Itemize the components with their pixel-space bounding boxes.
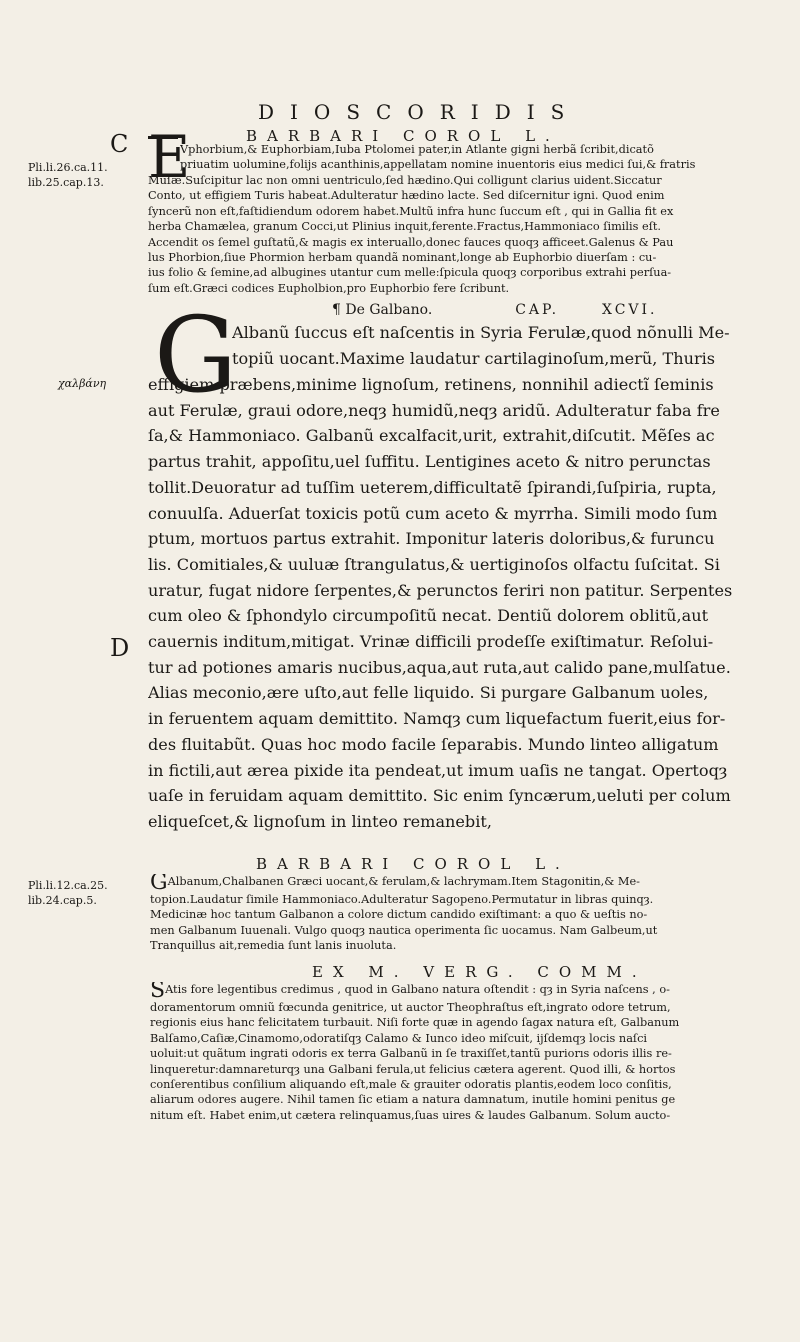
margin-note-pliny-2 <box>28 878 108 908</box>
chapter-heading <box>332 300 788 320</box>
text-line <box>150 874 790 892</box>
text-line: Medicinæ hoc tantum Galbanon a colore dictum candido exiſtimant: a quo & ueſtis no- <box>150 908 648 922</box>
text-line: priuatim uolumine,folijs acanthinis,appellatam nomine inuentoris eius medici ſui,& fratris <box>180 158 696 172</box>
margin-note-line: Pli.li.26.ca.11. <box>28 161 108 174</box>
text-line: ptum, mortuos partus extrahit. Imponitur lateris doloribus,& furuncu <box>148 529 715 549</box>
text-line: tur ad potiones amaris nucibus,aqua,aut ruta,aut calido pane,mulſatue. <box>148 657 731 677</box>
initial-g-small: G <box>150 874 168 892</box>
margin-note-line: Pli.li.12.ca.25. <box>28 879 108 892</box>
margin-note-line: lib.24.cap.5. <box>28 894 97 907</box>
chapter-title: ¶ De Galbano. <box>332 302 433 318</box>
text-line: regionis eius hanc felicitatem turbauit. Niſi forte quæ in agendo ſagax natura eſt, Galbanum <box>150 1016 680 1030</box>
section1-body <box>148 173 788 296</box>
text-line: conuulſa. Aduerſat toxicis potũ cum aceto & myrrha. Simili modo ſum <box>148 503 718 523</box>
text-line: Alias meconio,ære uſto,aut felle liquido. Si purgare Galbanum uoles, <box>148 683 709 703</box>
text-line: des fluitabũt. Quas hoc modo facile ſeparabis. Mundo linteo alligatum <box>148 734 719 754</box>
text-line: lis. Comitiales,& uuluæ ſtrangulatus,& uertiginoſos olfactu ſuſcitat. Si <box>148 554 720 574</box>
text-line: Balſamo,Caſiæ,Cinamomo,odoratiſqȝ Calamo & Iunco ideo miſcuit, ijſdemqȝ locis naſci <box>150 1031 648 1045</box>
text-line: in feruentem aquam demittito. Namqȝ cum liquefactum fuerit,eius for- <box>148 709 726 729</box>
text-line: tollit.Deuoratur ad tuſſim ueterem,difficultatẽ ſpirandi,ſuſpiria, rupta, <box>148 477 717 497</box>
text-line: doramentorum omniũ fœcunda genitrice, ut auctor Theophraſtus eſt,ingrato odore tetrum, <box>150 1001 671 1014</box>
text-line: Albanũ ſuccus eſt naſcentis in Syria Ferulæ,quod nõnulli Me- <box>232 323 730 342</box>
text-line: uoluit:ut quãtum ingrati odoris ex terra Galbanũ in ſe traxiſſet,tantũ puriorıs odoris illis re- <box>150 1047 672 1061</box>
text-line: Conto, ut effigiem Turis habeat.Adulteratur hædino lacte. Sed diſcernitur igni. Quod enim <box>148 189 665 203</box>
margin-note-pliny-1 <box>28 160 108 190</box>
text-line: aut Ferulæ, graui odore,neqȝ humidũ,neqȝ aridũ. Adulteratur faba fre <box>148 400 720 420</box>
text-line-content: Albanum,Chalbanen Græci uocant,& ferulam,& lachrymam.Item Stagonitin,& Me- <box>167 875 640 888</box>
text-line: ius folio & ſemine,ad albugines utantur cum melle:ſpicula quoqȝ corporibus extrahi perſua- <box>148 266 672 280</box>
section-header: BARBARI COROL L. <box>256 855 570 873</box>
text-line: Vphorbium,& Euphorbiam,Iuba Ptolomei pater,in Atlante gigni herbã ſcribit,dicatõ <box>180 143 654 156</box>
text-line: men Galbanum Iuuenali. Vulgo quoqȝ nautica operimenta ſic uocamus. Nam Galbeum,ut <box>150 923 658 937</box>
text-line: partus trahit, appoſitu,uel ſuffitu. Lentigines aceto & nitro perunctas <box>148 452 711 472</box>
chapter-first-lines <box>232 320 788 371</box>
chapter-number: XCVI. <box>601 302 658 318</box>
text-line: cum oleo & ſphondylo circumpoſitũ necat. Dentiũ dolorem oblitũ,aut <box>148 606 709 626</box>
text-line: uratur, fugat nidore ſerpentes,& perunctos feriri non patitur. Serpentes <box>148 580 733 600</box>
section-header: BARBARI COROL L. <box>246 127 560 145</box>
section1-first-lines <box>180 142 788 173</box>
margin-greek-word: χαλβάνη <box>58 377 107 390</box>
text-line: lus Phorbion,ſiue Phormion herbam quandã nominant,longe ab Euphorbio diuerſam : cu- <box>148 251 657 265</box>
text-line: topiũ uocant.Maxime laudatur cartilaginoſum,merũ, Thuris <box>232 348 716 368</box>
drop-cap-g: G <box>154 294 238 416</box>
section2 <box>150 854 790 954</box>
text-line: cauernis inditum,mitigat. Vrinæ difficili prodeſſe exiſtimatur. Reſolui- <box>148 632 714 652</box>
chapter-body <box>148 372 788 835</box>
text-line <box>150 982 790 1000</box>
text-line: topion.Laudatur ſimile Hammoniaco.Adulteratur Sagopeno.Permutatur in libras quinqȝ. <box>150 893 654 906</box>
chapter-cap-label: CAP. <box>515 302 560 318</box>
text-line: ſyncerũ non eſt,faſtidiendum odorem habet.Multũ infra hunc ſuccum eſt , qui in Gallia fit ex <box>148 204 674 218</box>
margin-note-line: lib.25.cap.13. <box>28 176 104 189</box>
text-line: conſerentibus conſilium aliquando eſt,male & grauiter odoratis plantis,eodem loco conſitis, <box>150 1078 672 1092</box>
text-line: aliarum odores augere. Nihil tamen ſic etiam a natura damnatum, inutile homini penitus ge <box>150 1093 676 1107</box>
text-line: effigiem præbens,minime lignoſum, retinens, nonnihil adiectĩ ſeminis <box>148 375 714 394</box>
section3 <box>150 962 790 1123</box>
text-line: Tranquillus ait,remedia ſunt lanis inuoluta. <box>150 939 397 953</box>
text-line: uaſe in feruidam aquam demittito. Sic enim ſyncærum,ueluti per colum <box>148 786 731 806</box>
text-line-content: Atis fore legentibus credimus , quod in Galbano natura oſtendit : qȝ in Syria naſcens , o- <box>165 983 670 996</box>
text-line: in fictili,aut ærea pixide ita pendeat,ut imum uaſis ne tangat. Opertoqȝ <box>148 760 728 780</box>
text-line: ſum eſt.Græci codices Eupholbion,pro Euphorbio fere ſcribunt. <box>148 281 510 295</box>
text-line: Muſæ.Suſcipitur lac non omni uentriculo,ſed hædino.Qui colligunt clarius uident.Siccatur <box>148 174 662 187</box>
drop-cap-e: E <box>148 123 191 191</box>
section-header: EX M. VERG. COMM. <box>312 963 647 981</box>
text-line: ſa,& Hammoniaco. Galbanũ excalfacit,urit, extrahit,diſcutit. Mẽſes ac <box>148 426 715 446</box>
text-line: nitum eſt. Habet enim,ut cætera relinquamus,ſuas uires & laudes Galbanum. Solum aucto- <box>150 1108 671 1122</box>
margin-letter-d: D <box>110 634 130 662</box>
text-line: linqueretur:damnareturqȝ una Galbani ferula,ut felicius cætera agerent. Quod illi, & hortos <box>150 1062 676 1076</box>
chapter-heading-line <box>332 300 788 320</box>
running-head: DIOSCORIDIS <box>258 100 581 124</box>
initial-s-small: S <box>150 982 166 1000</box>
text-line: eliqueſcet,& lignoſum in linteo remanebit, <box>148 811 492 831</box>
text-line: herba Chamælea, granum Cocci,ut Plinius inquit,ferente.Fractus,Hammoniaco ſimilis eſt. <box>148 220 662 234</box>
text-line: Accendit os ſemel guſtatũ,& magis ex interuallo,donec fauces quoqȝ afficeet.Galenus & Pau <box>148 235 674 249</box>
margin-letter-c: C <box>110 130 129 158</box>
